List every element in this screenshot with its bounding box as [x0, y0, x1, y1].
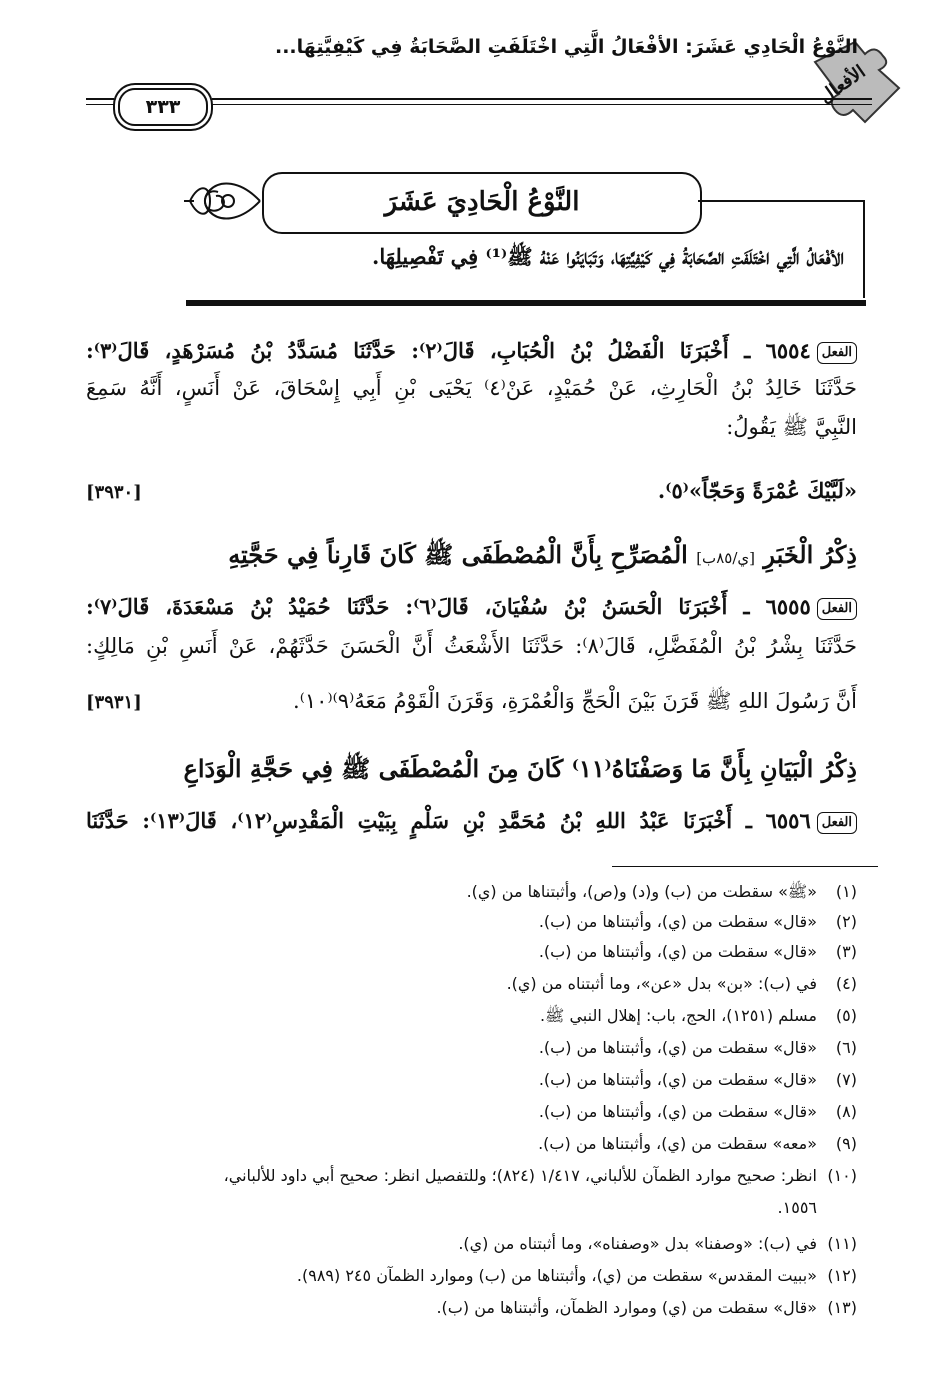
header-rule-thin [212, 104, 872, 105]
footnote-10: (١٠)انظر: صحيح موارد الظمآن للألباني، ١/٤١٧ (٨٢٤)؛ وللتفصيل انظر: صحيح أبي داود للألباني، [223, 1166, 857, 1185]
puzzle-label: الأفعال [815, 61, 870, 108]
footnote-2: (٢)«قال» سقطت من (ي)، وأثبتناها من (ب). [538, 912, 857, 931]
running-title: النَّوْعُ الْحَادِي عَشَرَ: الأفْعَالُ الَّتِي اخْتَلَفَتِ الصَّحَابَةُ فِي كَيْفِيَّتِهَا... [275, 36, 858, 58]
footnote-3: (٣)«قال» سقطت من (ي)، وأثبتناها من (ب). [538, 942, 857, 961]
hadith-6554-line-2: حَدَّثَنَا خَالِدُ بْنُ الْحَارِثِ، عَنْ حُمَيْدٍ، عَنْ⁽٤⁾ يَحْيَى بْنِ أَبِي إِسْحَاقَ، عَنْ أَنَسٍ، أَنَّهُ سَمِعَ [86, 376, 857, 400]
footnote-13: (١٣)«قال» سقطت من (ي) وموارد الظمآن، وأثبتناها من (ب). [436, 1298, 857, 1317]
footnote-8: (٨)«قال» سقطت من (ي)، وأثبتناها من (ب). [538, 1102, 857, 1121]
chapter-title: النَّوْعُ الْحَادِيَ عَشَرَ [262, 172, 702, 234]
footnote-9: (٩)«معه» سقطت من (ي)، وأثبتناها من (ب). [538, 1134, 857, 1153]
hadith-6554-line-4: «لَبَّيْكَ عُمْرَةً وَحَجّاً»⁽٥⁾. [657, 478, 857, 503]
section-heading-2: ذِكْرُ الْبَيَانِ بِأَنَّ مَا وَصَفْنَاهُ⁽١١⁾ كَانَ مِنَ الْمُصْطَفَى ﷺ فِي حَجَّةِ الْوَدَاعِ [183, 754, 857, 783]
hadith-6554-line-1: الفعل٦٥٥٤ ـ أَخْبَرَنَا الْفَضْلُ بْنُ الْحُبَابِ، قَالَ⁽٢⁾: حَدَّثَنَا مُسَدَّدُ بْنُ مُسَرْهَدٍ، قَالَ⁽٣⁾: [86, 338, 857, 364]
page-number: ٣٣٣ [118, 88, 208, 126]
footnote-7: (٧)«قال» سقطت من (ي)، وأثبتناها من (ب). [538, 1070, 857, 1089]
footnote-11: (١١)في (ب): «وصفنا» بدل «وصفناه»، وما أثبتناه من (ي). [458, 1234, 857, 1253]
footnote-1: (١)«ﷺ» سقطت من (ب) و(د) و(ص)، وأثبتناها من (ي). [466, 882, 857, 901]
chapter-rule-vertical [863, 200, 865, 298]
footnote-6: (٦)«قال» سقطت من (ي)، وأثبتناها من (ب). [538, 1038, 857, 1057]
chapter-subtitle: الأفْعَالُ الَّتِي اخْتَلَفَتِ الصَّحَابَةُ فِي كَيْفِيَّتِهَا، وَتَبَايَنُوا عَنْهُ ﷺ⁽¹⁾ فِي تَفْصِيلِهَا. [372, 244, 844, 269]
floral-ornament-icon [180, 170, 264, 232]
footnote-10-continued: ١٥٥٦. [777, 1198, 817, 1217]
hadith-badge: الفعل [817, 812, 857, 834]
hadith-badge: الفعل [817, 342, 857, 364]
hadith-6555-reference: [٣٩٣١] [86, 692, 142, 713]
chapter-rule [698, 200, 864, 202]
footnote-rule [612, 866, 878, 867]
running-header [88, 30, 858, 70]
hadith-6554-line-3: النَّبِيَّ ﷺ يَقُولُ: [726, 415, 857, 439]
header-rule [212, 98, 872, 100]
footnote-12: (١٢)«ببيت المقدس» سقطت من (ي)، وأثبتناها من (ب) وموارد الظمآن ٢٤٥ (٩٨٩). [296, 1266, 857, 1285]
hadith-6555-line-1: الفعل٦٥٥٥ ـ أَخْبَرَنَا الْحَسَنُ بْنُ سُفْيَانَ، قَالَ⁽٦⁾: حَدَّثَنَا حُمَيْدُ بْنُ مَسْعَدَةَ، قَالَ⁽٧⁾: [86, 594, 857, 620]
section-divider [186, 300, 866, 306]
manuscript-marker: [ي/٨٥ب] [696, 549, 755, 567]
section-heading-1: ذِكْرُ الْخَبَرِ [ي/٨٥ب] الْمُصَرِّحِ بِأَنَّ الْمُصْطَفَى ﷺ كَانَ قَارِناً فِي حَجَّتِهِ [228, 540, 857, 569]
header-rule-left-thin [86, 104, 114, 105]
hadith-6555-line-2: حَدَّثَنَا بِشْرُ بْنُ الْمُفَضَّلِ، قَالَ⁽٨⁾: حَدَّثَنَا الأَشْعَثُ أَنَّ الْحَسَنَ حَدَّثَهُمْ، عَنْ أَنَسِ بْنِ مَالِكٍ: [86, 634, 857, 658]
footnote-4: (٤)في (ب): «بن» بدل «عن»، وما أثبتناه من (ي). [506, 974, 857, 993]
hadith-6555-line-3: أَنَّ رَسُولَ اللهِ ﷺ قَرَنَ بَيْنَ الْحَجِّ وَالْعُمْرَةِ، وَقَرَنَ الْقَوْمُ مَعَهُ⁽٩⁾⁽١٠⁾. [293, 689, 857, 713]
header-rule-left [86, 98, 114, 100]
hadith-6554-reference: [٣٩٣٠] [86, 482, 142, 503]
hadith-badge: الفعل [817, 598, 857, 620]
hadith-6556-line-1: الفعل٦٥٥٦ ـ أَخْبَرَنَا عَبْدُ اللهِ بْنُ مُحَمَّدِ بْنِ سَلْمٍ بِبَيْتِ الْمَقْدِسِ⁽١٢⁾، قَالَ⁽١٣⁾: حَدَّثَنَا [86, 808, 857, 834]
footnote-5: (٥)مسلم (١٢٥١)، الحج، باب: إهلال النبي ﷺ. [539, 1006, 857, 1025]
